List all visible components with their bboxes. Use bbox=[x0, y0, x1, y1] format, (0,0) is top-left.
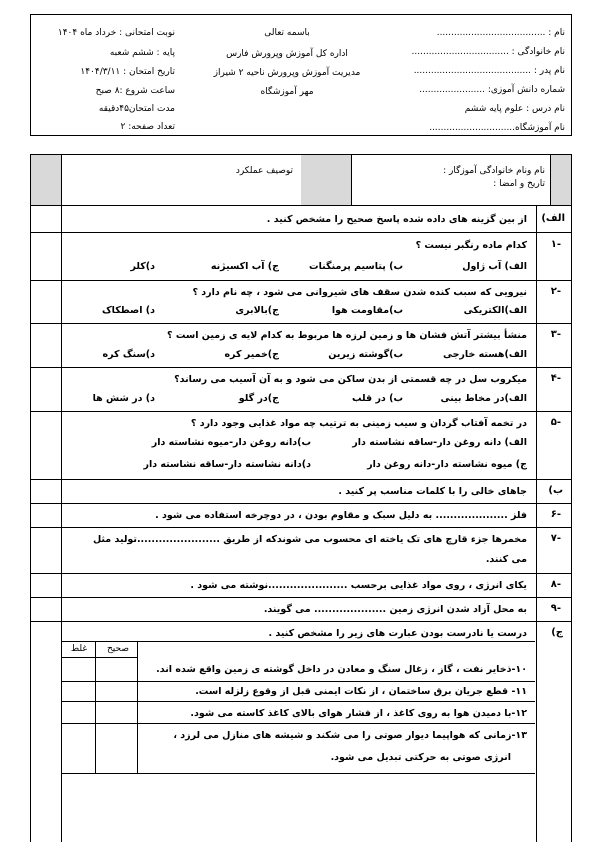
question-text: نیرویی که سبب کنده شدن سقف های شیروانی می شود ، چه نام دارد ؟ bbox=[192, 287, 527, 298]
district-line: مدیریت آموزش وپرورش ناحیه ۲ شیراز bbox=[213, 68, 361, 78]
true-false-statement: ۱۰-ذخایر نفت ، گاز ، زغال سنگ و معادن در داخل گوشته ی زمین واقع شده اند. bbox=[156, 664, 527, 675]
student-name-field: نام : ...................................... bbox=[436, 28, 565, 38]
option: ج)بالابری bbox=[235, 305, 279, 316]
option: د)کلر bbox=[130, 261, 155, 272]
start-time: ساعت شروع :۸ صبح bbox=[95, 86, 175, 96]
option: د)دانه نشاسته دار-ساقه نشاسته دار bbox=[143, 459, 311, 470]
teacher-shaded-left bbox=[31, 155, 62, 205]
question-text: کدام ماده رنگبر نیست ؟ bbox=[415, 240, 527, 251]
option: الف)هسته خارجی bbox=[442, 349, 527, 360]
option: ب) در قلب bbox=[351, 393, 403, 404]
tf-col2 bbox=[137, 641, 138, 774]
false-column-header: غلط bbox=[70, 644, 88, 654]
teacher-sign-label: تاریخ و امضا : bbox=[493, 179, 545, 189]
teacher-name-label: نام ونام خانوادگی آموزگار : bbox=[443, 166, 545, 176]
true-false-statement: ۱۲-با دمیدن هوا به روی کاغذ ، از فشار هوای بالای کاغذ کاسته می شود. bbox=[190, 708, 527, 719]
tf-bottom bbox=[61, 773, 535, 774]
section-a-label: الف) bbox=[541, 213, 565, 224]
org-line: اداره کل آموزش وپرورش فارس bbox=[226, 49, 348, 59]
divider bbox=[31, 573, 571, 574]
section-c-label: ج) bbox=[551, 627, 563, 638]
true-column-header: صحیح bbox=[107, 644, 129, 654]
option: الف) آب ژاول bbox=[462, 261, 527, 272]
divider bbox=[31, 527, 571, 528]
option: د)سنگ کره bbox=[102, 349, 155, 360]
question-text: منشأ بیشتر آتش فشان ها و زمین لرزه ها مربوط به کدام لایه ی زمین است ؟ bbox=[167, 330, 527, 341]
option: ج) میوه نشاسته دار-دانه روغن دار bbox=[367, 459, 527, 470]
fill-blank-text: فلز .................... به دلیل سبک و مقاوم بودن ، در دوچرخه استفاده می شود . bbox=[155, 510, 527, 521]
divider bbox=[31, 503, 571, 504]
true-false-statement-cont: انرژی صوتی به حرکتی تبدیل می شود. bbox=[330, 752, 511, 763]
option: الف)الکتریکی bbox=[463, 305, 527, 316]
tf-row-line bbox=[61, 681, 535, 682]
performance-label: توصیف عملکرد bbox=[235, 166, 293, 176]
option: ب)دانه روغن دار-میوه نشاسته دار bbox=[151, 437, 311, 448]
teacher-shaded-mid bbox=[301, 155, 352, 205]
option: ب) پتاسیم پرمنگنات bbox=[309, 261, 403, 272]
header-box bbox=[30, 14, 572, 136]
exam-table bbox=[30, 154, 572, 842]
option: ب)گوشته زیرین bbox=[328, 349, 403, 360]
divider bbox=[31, 597, 571, 598]
true-false-statement: ۱۳-زمانی که هواپیما دیوار صوتی را می شکند و شیشه های منازل می لرزد ، bbox=[173, 730, 527, 741]
tf-left bbox=[61, 641, 62, 774]
question-number: -۷ bbox=[550, 533, 561, 544]
teacher-info-cell bbox=[351, 155, 571, 205]
student-number-field: شماره دانش آموزی: ....................... bbox=[419, 85, 565, 95]
divider bbox=[31, 232, 571, 233]
exam-date: تاریخ امتحان : ۱۴۰۴/۳/۱۱ bbox=[80, 67, 175, 77]
question-text: در تخمه آفتاب گردان و سیب زمینی به ترتیب چه مواد غذایی وجود دارد ؟ bbox=[190, 418, 527, 429]
option: ب)مقاومت هوا bbox=[331, 305, 403, 316]
question-number: -۲ bbox=[550, 286, 561, 297]
teacher-row bbox=[31, 155, 571, 205]
option: الف) دانه روغن دار-ساقه نشاسته دار bbox=[352, 437, 527, 448]
question-number: -۱ bbox=[550, 239, 561, 250]
fill-blank-text: به محل آزاد شدن انرژی زمین .................... می گویند. bbox=[263, 604, 527, 615]
grade: پایه : ششم شعبه bbox=[109, 48, 175, 58]
exam-turn: نوبت امتحانی : خرداد ماه ۱۴۰۴ bbox=[57, 28, 175, 38]
fill-blank-text-cont: می کنند. bbox=[485, 554, 527, 565]
tf-row-line bbox=[61, 701, 535, 702]
question-number: -۳ bbox=[550, 329, 561, 340]
teacher-row-bottom bbox=[31, 205, 571, 206]
option: د) در شش ها bbox=[92, 393, 155, 404]
divider bbox=[31, 621, 571, 622]
option: ج)در گلو bbox=[238, 393, 279, 404]
divider bbox=[31, 323, 571, 324]
question-number: -۵ bbox=[550, 417, 561, 428]
question-number: -۹ bbox=[550, 603, 561, 614]
question-number: -۴ bbox=[550, 373, 561, 384]
true-false-statement: ۱۱- قطع جریان برق ساختمان ، از نکات ایمنی قبل از وقوع زلزله است. bbox=[195, 686, 527, 697]
question-text: میکروب سل در چه قسمتی از بدن ساکن می شود و به آن آسیب می رساند؟ bbox=[174, 374, 527, 385]
question-number: -۶ bbox=[550, 509, 561, 520]
tf-top bbox=[61, 641, 535, 642]
fill-blank-text: مخمرها جزء قارچ های تک یاخته ای محسوب می شوندکه از طریق .......................تولید مثل bbox=[92, 534, 527, 545]
family-name-field: نام خانوادگی : .................................. bbox=[411, 47, 565, 57]
performance-cell bbox=[61, 155, 302, 205]
option: ج)خمیر کره bbox=[224, 349, 279, 360]
basmala: باسمه تعالی bbox=[264, 28, 310, 38]
divider bbox=[31, 367, 571, 368]
page-count: تعداد صفحه: ۲ bbox=[120, 122, 175, 132]
option: الف)در مخاط بینی bbox=[440, 393, 527, 404]
section-b-instruction: جاهای خالی را با کلمات مناسب پر کنید . bbox=[338, 486, 527, 497]
tf-header-line bbox=[61, 657, 137, 658]
option: د) اصطکاک bbox=[101, 305, 155, 316]
divider bbox=[31, 280, 571, 281]
section-a-instruction: از بین گزینه های داده شده پاسخ صحیح را مشخص کنید . bbox=[266, 214, 527, 225]
divider bbox=[31, 411, 571, 412]
section-b-label: ب) bbox=[548, 485, 563, 496]
school-stamp: مهر آموزشگاه bbox=[260, 87, 314, 97]
section-c-instruction: درست یا نادرست بودن عبارت های زیر را مشخص کنید . bbox=[268, 628, 527, 639]
question-number: -۸ bbox=[550, 579, 561, 590]
fill-blank-text: یکای انرژی ، روی مواد غذایی برحسب ......................نوشته می شود . bbox=[190, 580, 527, 591]
father-name-field: نام پدر : ......................................... bbox=[413, 66, 565, 76]
school-name-field: نام آموزشگاه.............................. bbox=[429, 123, 565, 133]
teacher-shaded-right bbox=[550, 155, 571, 205]
divider bbox=[31, 479, 571, 480]
option: ج) آب اکسیژنه bbox=[210, 261, 279, 272]
subject-name: نام درس : علوم پایه ششم bbox=[464, 104, 565, 114]
tf-col1 bbox=[95, 641, 96, 774]
tf-row-line bbox=[61, 723, 535, 724]
duration: مدت امتحان۴۵دقیقه bbox=[98, 104, 175, 114]
